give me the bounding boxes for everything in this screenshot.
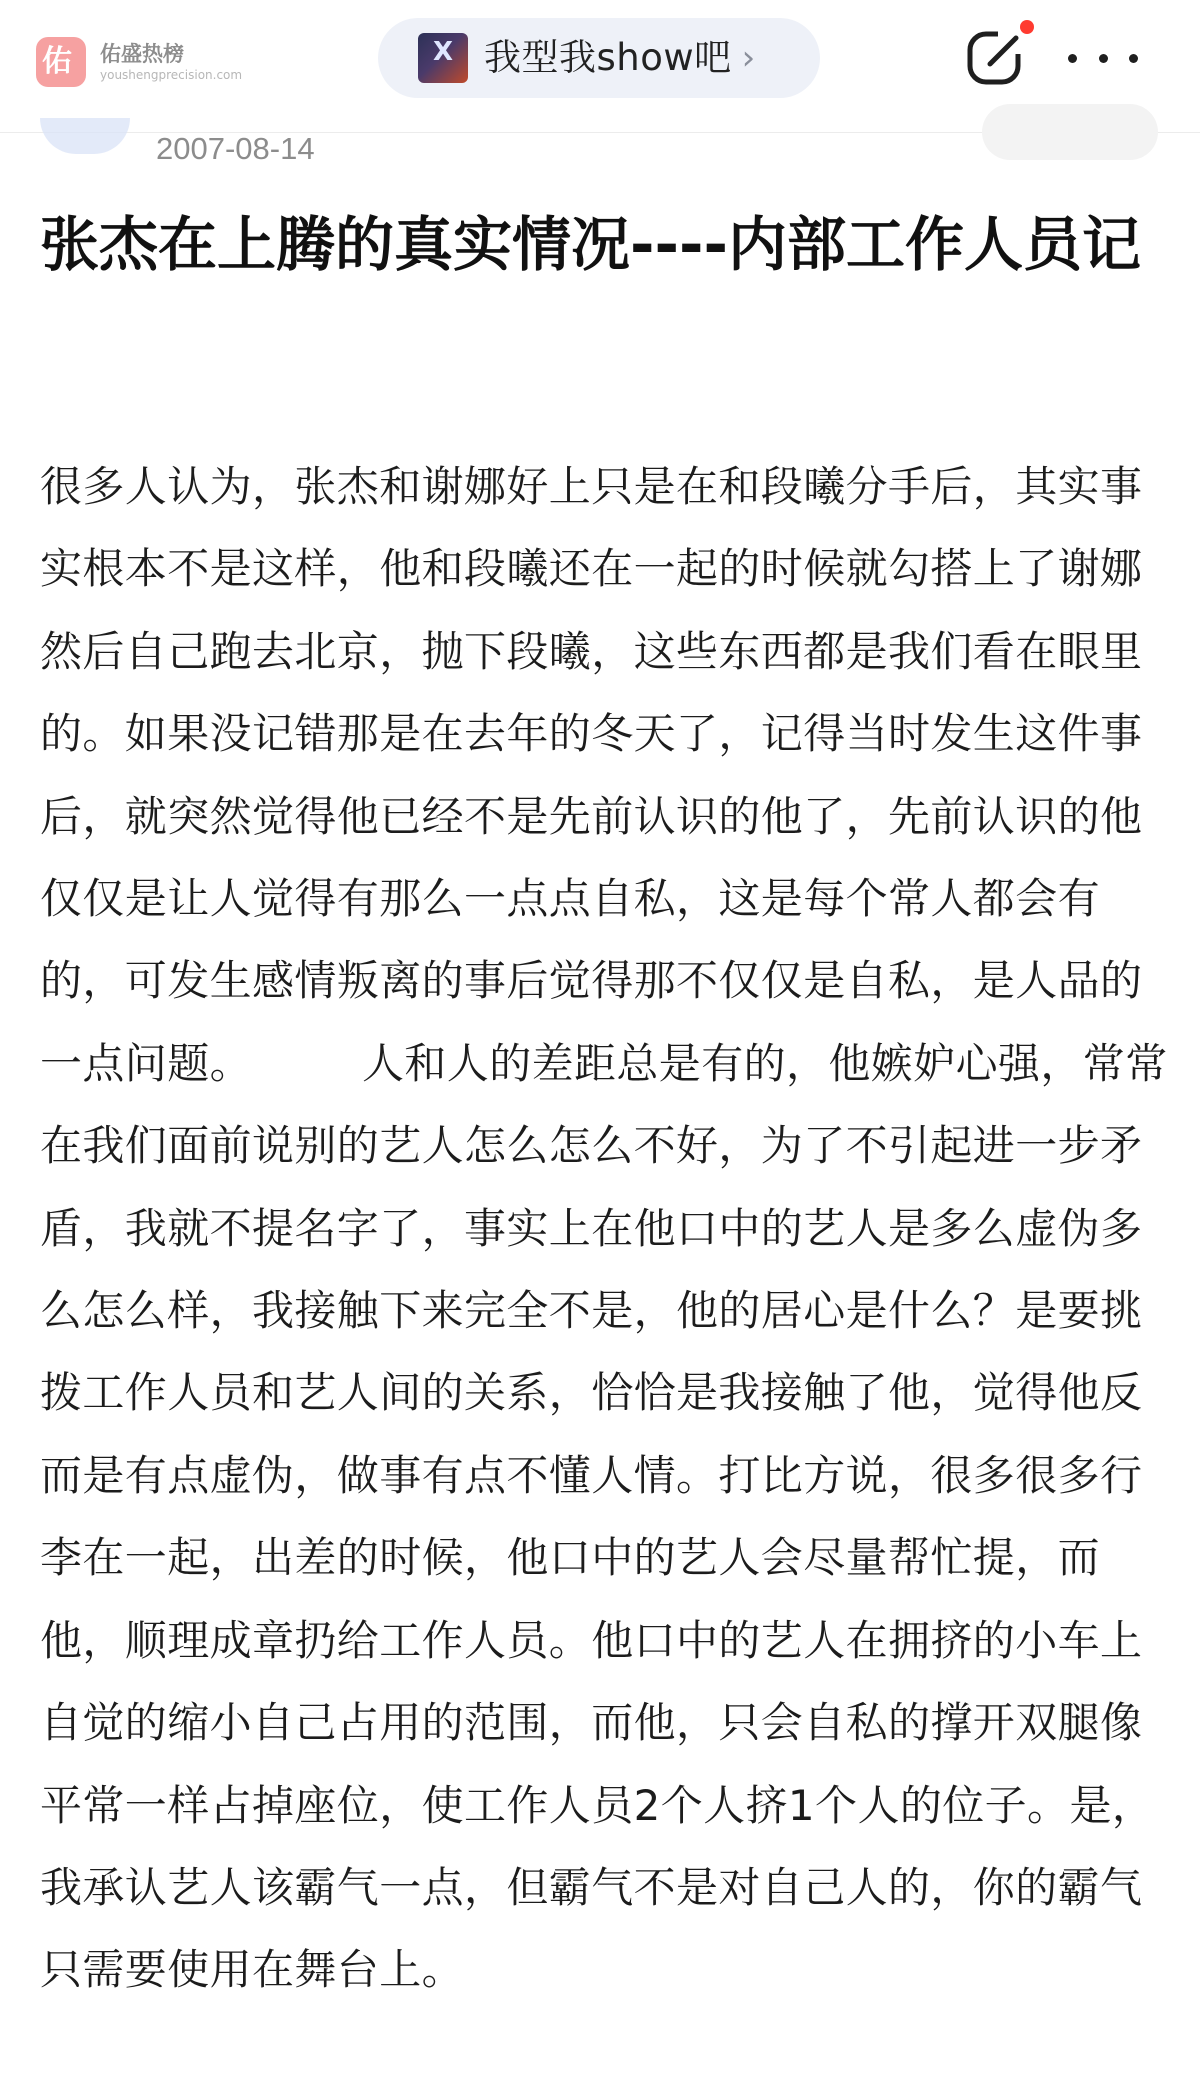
more-dot xyxy=(1129,54,1138,63)
post-body: 很多人认为，张杰和谢娜好上只是在和段曦分手后，其实事实根本不是这样，他和段曦还在一起的时候就勾搭上了谢娜然后自己跑去北京，抛下段曦，这些东西都是我们看在眼里的。如果没记错那是在去年的冬天了，记得当时发生这件事后，就突然觉得他已经不是先前认识的他了，先前认识的他仅仅是让人觉得有那么一点点自私，这是每个常人都会有的，可发生感情叛离的事后觉得那不仅仅是自私，是人品的一点问题。 人和人的差距总是有的，他嫉妒心强，常常在我们面前说别的艺人怎么怎么不好，为了不引起进一步矛盾，我就不提名字了，事实上在他口中的艺人是多么虚伪多么怎么样，我接触下来完全不是，他的居心是什么？是要挑拨工作人员和艺人间的关系，恰恰是我接触了他，觉得他反而是有点虚伪，做事有点不懂人情。打比方说，很多很多行李在一起，出差的时候，他口中的艺人会尽量帮忙提，而他，顺理成章扔给工作人员。他口中的艺人在拥挤的小车上自觉的缩小自己占用的范围，而他，只会自私的撑开双腿像平常一样占掉座位，使工作人员2个人挤1个人的位子。是，我承认艺人该霸气一点，但霸气不是对自己人的，你的霸气只需要使用在舞台上。 xyxy=(40,462,1168,1995)
forum-name: 我型我show吧 xyxy=(484,36,732,79)
chevron-right-icon: › xyxy=(741,38,756,78)
watermark xyxy=(36,34,242,90)
watermark-url: youshengprecision.com xyxy=(100,68,243,82)
follow-button[interactable] xyxy=(982,104,1158,160)
post-title: 张杰在上腾的真实情况----内部工作人员记 xyxy=(40,210,1141,279)
forum-avatar xyxy=(418,33,468,83)
share-icon[interactable] xyxy=(964,26,1028,90)
watermark-title: 佑盛热榜 xyxy=(100,42,184,66)
notification-dot xyxy=(1020,20,1034,34)
more-icon[interactable] xyxy=(1068,40,1138,76)
more-dot xyxy=(1068,54,1077,63)
post-date: 2007-08-14 xyxy=(156,131,315,166)
author-avatar[interactable] xyxy=(40,118,130,154)
watermark-text xyxy=(100,41,242,83)
forum-link-button[interactable] xyxy=(378,18,820,98)
watermark-logo xyxy=(36,37,86,87)
watermark-logo-glyph: 佑 xyxy=(42,44,72,79)
more-dot xyxy=(1099,54,1108,63)
forum-avatar-glyph: X xyxy=(432,37,454,67)
